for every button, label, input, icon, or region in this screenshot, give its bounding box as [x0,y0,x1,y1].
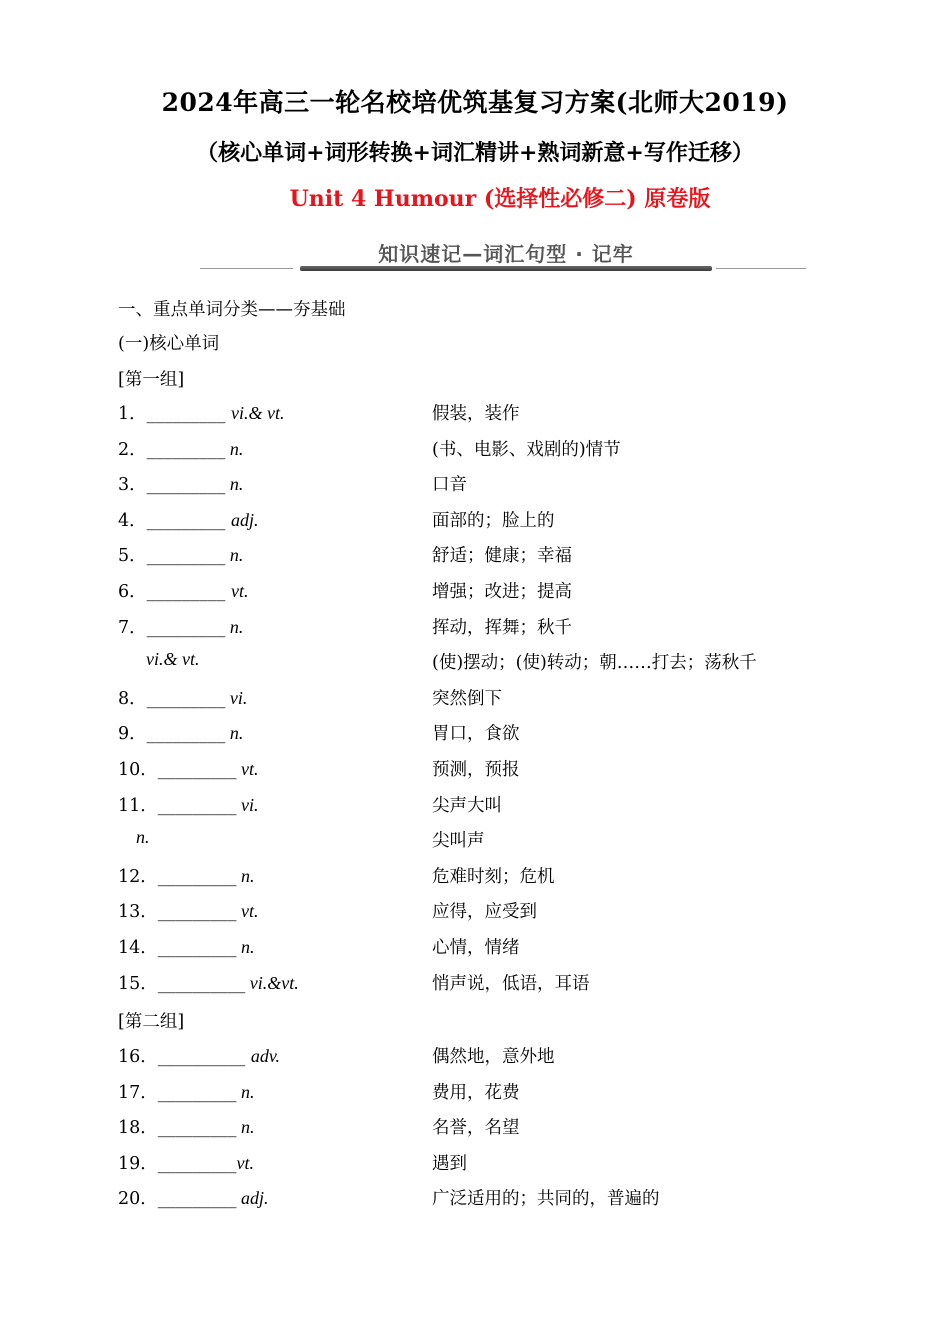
part-of-speech: n. [236,937,255,957]
answer-blank[interactable]: _________ [157,866,237,887]
meaning: 胃口，食欲 [432,724,520,745]
vocab-item [118,898,259,923]
part-of-speech: vi.& vt. [146,649,200,670]
banner-text: 知识速记—词汇句型 · 记牢 [378,242,634,266]
answer-blank[interactable]: _________ [146,439,226,460]
vocab-item [118,507,258,532]
answer-blank[interactable]: _________ [146,475,226,496]
banner-right-rule [716,268,806,269]
item-number: 3． [118,475,147,496]
vocab-row [0,970,950,1000]
answer-blank[interactable]: _________ [146,617,226,638]
part-of-speech: adj. [230,509,259,530]
meaning: 名誉，名望 [432,1118,520,1139]
vocab-row [0,542,950,572]
vocab-row [0,649,950,679]
answer-blank[interactable]: _________ [146,404,231,424]
meaning: 预测，预报 [432,760,520,780]
vocab-item [118,542,243,567]
vocab-row [0,827,950,857]
part-of-speech: n. [225,474,244,495]
part-of-speech: vi. [225,687,248,708]
section-banner [200,232,806,276]
section-subheading: (一)核心单词 [118,334,220,354]
answer-blank[interactable]: _________ [146,582,231,602]
vocab-item [118,400,284,425]
item-number: 12． [118,866,158,887]
document-subtitle: （核心单词+词形转换+词汇精讲+熟词新意+写作迁移） [196,140,754,166]
vocab-item [118,578,248,603]
unit-title: Unit 4 Humour (选择性必修二) 原卷版 [289,186,711,212]
meaning: 口音 [432,475,467,496]
item-number: 14． [118,938,158,958]
vocab-row [0,1185,950,1215]
vocab-item [118,685,247,710]
vocab-item [118,756,259,781]
section-heading: 一、重点单词分类——夯基础 [118,300,346,320]
vocab-item [118,970,299,995]
meaning: 挥动，挥舞；秋千 [432,617,572,638]
vocab-item [118,471,243,496]
item-number: 20． [118,1189,158,1210]
vocab-row [0,400,950,430]
answer-blank[interactable]: _________ [157,760,237,780]
item-number: 1． [118,404,147,424]
vocab-item [118,792,259,817]
answer-blank[interactable]: __________ [157,1047,251,1067]
answer-blank[interactable]: _________ [157,938,237,958]
item-number: 18． [118,1118,158,1139]
vocab-item [118,614,243,639]
vocab-item [118,1150,254,1175]
meaning: 费用，花费 [432,1082,520,1103]
vocab-row [0,578,950,608]
answer-blank[interactable]: _________ [157,1082,237,1103]
part-of-speech: n. [236,1117,255,1138]
part-of-speech: adj. [236,1188,269,1209]
meaning: 假装，装作 [432,404,520,424]
part-of-speech: adv. [250,1046,281,1066]
part-of-speech: n. [225,438,244,459]
vocab-row [0,614,950,644]
meaning: 面部的；脸上的 [432,510,555,531]
answer-blank[interactable]: _________ [157,1153,237,1174]
part-of-speech: vt. [236,1152,255,1173]
vocab-row [0,756,950,786]
vocab-row [0,1079,950,1109]
vocab-row [0,436,950,466]
item-number: 6． [118,582,147,602]
vocab-item [118,1114,255,1139]
vocab-row [0,934,950,964]
vocab-item [118,934,255,959]
part-of-speech: vi.&vt. [245,972,299,993]
item-number: 5． [118,546,147,567]
meaning: 遇到 [432,1153,467,1174]
answer-blank[interactable]: _________ [157,1189,237,1210]
answer-blank[interactable]: _________ [146,724,226,745]
item-number: 17． [118,1082,158,1103]
meaning: 偶然地，意外地 [432,1047,555,1067]
meaning: 危难时刻；危机 [432,866,555,887]
vocab-row [0,720,950,750]
item-number: 7． [118,617,147,638]
meaning: 尖叫声 [432,831,485,852]
part-of-speech: n. [136,827,150,848]
answer-blank[interactable]: _________ [146,510,231,531]
meaning: 悄声说，低语，耳语 [432,973,590,994]
group-label-2: [第二组] [118,1012,185,1032]
meaning: 舒适；健康；幸福 [432,546,572,567]
meaning: 广泛适用的；共同的，普遍的 [432,1189,660,1210]
item-number: 15． [118,973,158,994]
vocab-row [0,898,950,928]
vocab-row [0,1150,950,1180]
part-of-speech: vi.& vt. [230,403,285,423]
item-number: 4． [118,510,147,531]
part-of-speech: vt. [236,759,259,779]
meaning: 应得，应受到 [432,902,537,923]
vocab-row [0,1043,950,1073]
item-number: 2． [118,439,147,460]
item-number: 8． [118,688,147,709]
item-number: 13． [118,902,158,923]
meaning: 心情，情绪 [432,938,520,958]
answer-blank[interactable]: __________ [157,973,246,994]
answer-blank[interactable]: _________ [157,1118,237,1139]
vocab-row [0,1114,950,1144]
part-of-speech: n. [236,865,255,886]
item-number: 9． [118,724,147,745]
part-of-speech: vt. [230,581,249,601]
vocab-item [118,1043,280,1068]
part-of-speech: vi. [236,794,259,815]
item-number: 11． [118,795,158,816]
meaning: 突然倒下 [432,688,502,709]
answer-blank[interactable]: _________ [146,546,226,567]
meaning: (书、电影、戏剧的)情节 [432,439,621,460]
vocab-row [0,792,950,822]
meaning: (使)摆动；(使)转动；朝……打去；荡秋千 [432,653,757,674]
part-of-speech: n. [225,616,244,637]
part-of-speech: vt. [236,901,259,922]
part-of-speech: n. [236,1081,255,1102]
vocab-item [118,1185,269,1210]
document-title: 2024年高三一轮名校培优筑基复习方案(北师大2019) [161,88,789,117]
banner-left-rule [200,268,293,269]
vocab-row [0,507,950,537]
answer-blank[interactable]: _________ [157,795,237,816]
answer-blank[interactable]: _________ [146,688,226,709]
group-label-1: [第一组] [118,370,185,390]
vocab-row [0,471,950,501]
answer-blank[interactable]: _________ [157,902,237,923]
part-of-speech: n. [225,545,244,566]
meaning: 尖声大叫 [432,795,502,816]
part-of-speech: n. [225,723,244,744]
item-number: 19． [118,1153,158,1174]
vocab-row [0,685,950,715]
vocab-item [118,1079,255,1104]
vocab-item [118,863,255,888]
meaning: 增强；改进；提高 [432,582,572,602]
vocab-item [118,720,243,745]
vocab-item [118,436,243,461]
item-number: 10． [118,760,158,780]
vocab-row [0,863,950,893]
item-number: 16． [118,1047,158,1067]
